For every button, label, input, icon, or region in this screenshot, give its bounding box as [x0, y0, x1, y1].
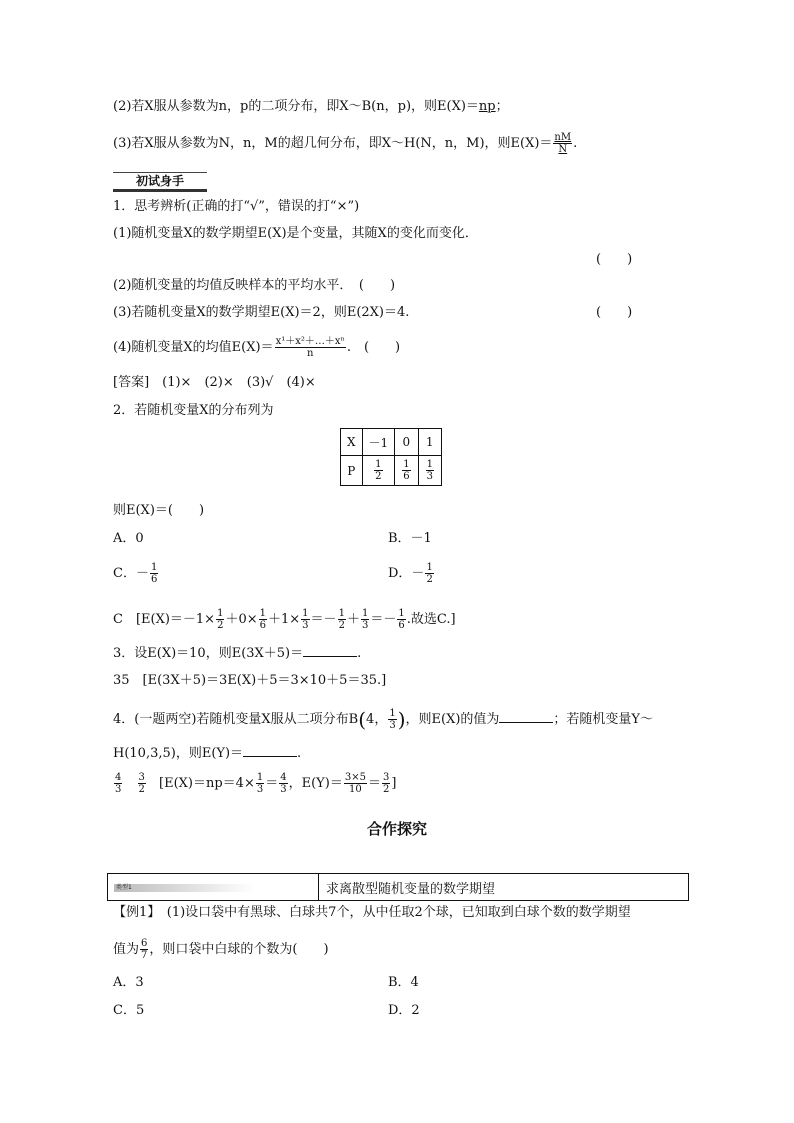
q3-title: 3．设E(X)＝10，则E(3X＋5)＝ . — [113, 646, 362, 661]
q2-ask: 则E(X)＝( ) — [113, 503, 205, 518]
q1-item-2: (2)随机变量的均值反映样本的平均水平． ( ) — [113, 278, 396, 293]
table-row: X －1 0 1 — [341, 429, 442, 456]
example1-option-b: B．4 — [388, 975, 419, 990]
q2-option-c: C．－ $\frac{1}{6}$ — [113, 562, 158, 585]
fraction-nM-over-N: $\frac{nM}{N}$ — [554, 132, 572, 155]
answer-np: np — [478, 99, 496, 114]
type-title: 求离散型随机变量的数学期望 — [326, 882, 496, 897]
q4-line1: 4．(一题两空)若随机变量X服从二项分布B(4， $\frac{1}{3}$ )，则E(X)的值为 ；若随机变量Y～ — [113, 707, 653, 732]
q2-title: 2．若随机变量X的分布列为 — [113, 403, 274, 418]
distribution-table — [340, 428, 442, 486]
fraction-mean: $\frac{\text{x¹＋x²＋…＋xⁿ}}{n}$ — [275, 336, 345, 359]
q3-solution: 35 [E(3X＋5)＝3E(X)＋5＝3×10＋5＝35.] — [113, 673, 387, 688]
hypergeometric-expectation-line: (3)若X服从参数为N，n，M的超几何分布，即X～H(N，n，M)，则E(X)＝ $\frac{nM}{N}$ . — [113, 132, 578, 155]
binomial-expectation-line: (2)若X服从参数为n，p的二项分布，即X～B(n，p)，则E(X)＝np； — [113, 99, 509, 114]
q1-item-3-paren: ( ) — [596, 305, 633, 320]
type-label-strip — [114, 884, 254, 892]
q1-item-1-paren: ( ) — [596, 252, 633, 267]
q2-option-b: B．－1 — [388, 531, 432, 546]
q1-title: 1．思考辨析(正确的打“√”，错误的打“×”) — [113, 199, 360, 214]
q1-item-1: (1)随机变量X的数学期望E(X)是个变量，其随X的变化而变化． — [113, 226, 478, 241]
type-header-box: 类型1 求离散型随机变量的数学期望 — [107, 873, 689, 901]
q2-option-a: A．0 — [113, 531, 144, 546]
answer-blank — [499, 710, 553, 723]
table-row: P $\frac{1}{2}$ $\frac{1}{6}$ $\frac{1}{3}$ — [341, 456, 442, 486]
example1-line1: 【例1】 (1)设口袋中有黑球、白球共7个，从中任取2个球，已知取到白球个数的数学期望 — [113, 905, 631, 920]
answer-blank — [303, 644, 357, 657]
example1-option-c: C．5 — [113, 1003, 145, 1018]
q2-option-d: D．－ $\frac{1}{2}$ — [388, 562, 433, 585]
q1-answer: [答案] (1)× (2)× (3)√ (4)× — [113, 375, 316, 390]
q1-item-3: (3)若随机变量X的数学期望E(X)＝2，则E(2X)＝4. — [113, 305, 410, 320]
q4-solution: $\frac{4}{3}$ $\frac{3}{2}$ [E(X)＝np＝4× $\frac{1}{3}$ ＝ $\frac{4}{3}$ ，E(Y)＝ $\frac{3\times 5}{10}$ ＝ $\frac{3}{2}$ ] — [115, 772, 397, 795]
q1-item-4: (4)随机变量X的均值E(X)＝ $\frac{\text{x¹＋x²＋…＋xⁿ}}{n}$ . ( ) — [113, 336, 401, 359]
section-badge: 初试身手 — [113, 172, 207, 192]
example1-option-a: A．3 — [113, 975, 144, 990]
example1-line2: 值为 $\frac{6}{7}$ ，则口袋中白球的个数为( ) — [113, 938, 329, 961]
q4-line2: H(10,3,5)，则E(Y)＝ . — [113, 746, 302, 761]
section-title: 合作探究 — [366, 820, 427, 838]
example1-option-d: D．2 — [388, 1003, 420, 1018]
q2-solution: C [E(X)＝－1× $\frac{1}{2}$ ＋0× $\frac{1}{6}$ ＋1× $\frac{1}{3}$ ＝－ $\frac{1}{2}$ ＋ $\frac{1}{3}$ ＝－ $\frac{1}{6}$ .故选C.] — [113, 608, 456, 631]
answer-blank — [243, 744, 297, 757]
